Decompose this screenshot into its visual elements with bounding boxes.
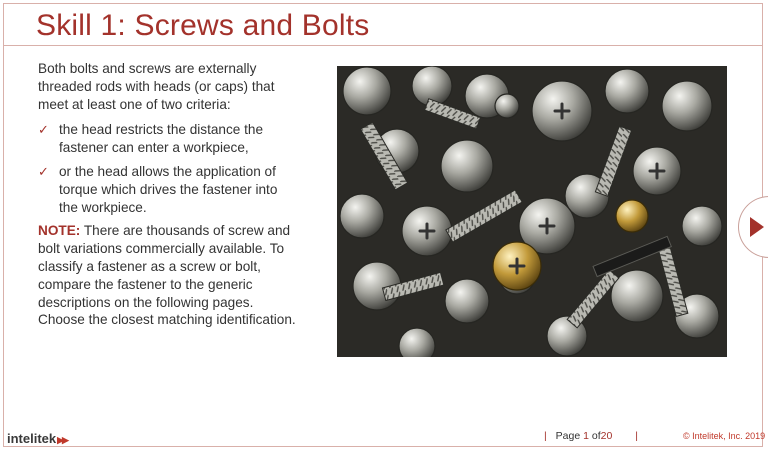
checkmark-icon: ✓ <box>38 163 49 179</box>
page-of: of <box>591 430 601 442</box>
note-label: NOTE: <box>38 223 81 239</box>
title-divider <box>4 45 762 46</box>
note-paragraph <box>38 222 296 329</box>
checkmark-icon: ✓ <box>38 122 49 138</box>
list-item <box>38 163 296 216</box>
slide-body <box>38 60 296 329</box>
page-current: 1 <box>583 430 589 442</box>
screws-bolts-photo <box>337 66 727 357</box>
play-triangle-icon <box>750 217 764 237</box>
page-total: 20 <box>600 430 613 442</box>
note-text: There are thousands of screw and bolt variations commercially available. To classify a fastener as a screw or bolt, compare the fastener to the generic descriptions on the following pages. Choose the closest matching identification. <box>38 223 296 328</box>
intelitek-logo <box>7 431 67 446</box>
pager-separator: | <box>544 430 547 442</box>
copyright-notice: © Intelitek, Inc. 2019 <box>683 431 766 441</box>
pager-separator: | <box>635 430 638 442</box>
criteria-text: or the head allows the application of torque which drives the fastener into the workpiece. <box>59 163 278 215</box>
logo-arrows-icon: ▶▶ <box>57 435 67 445</box>
page-label: Page <box>555 430 581 442</box>
slide-title: Skill 1: Screws and Bolts <box>36 9 370 42</box>
criteria-text: the head restricts the distance the fastener can enter a workpiece, <box>59 122 264 156</box>
logo-text: intelitek <box>7 431 57 446</box>
page-indicator <box>538 430 644 442</box>
list-item <box>38 121 296 157</box>
intro-paragraph: Both bolts and screws are externally threaded rods with heads (or caps) that meet at least one of two criteria: <box>38 61 275 112</box>
criteria-list <box>38 121 296 216</box>
